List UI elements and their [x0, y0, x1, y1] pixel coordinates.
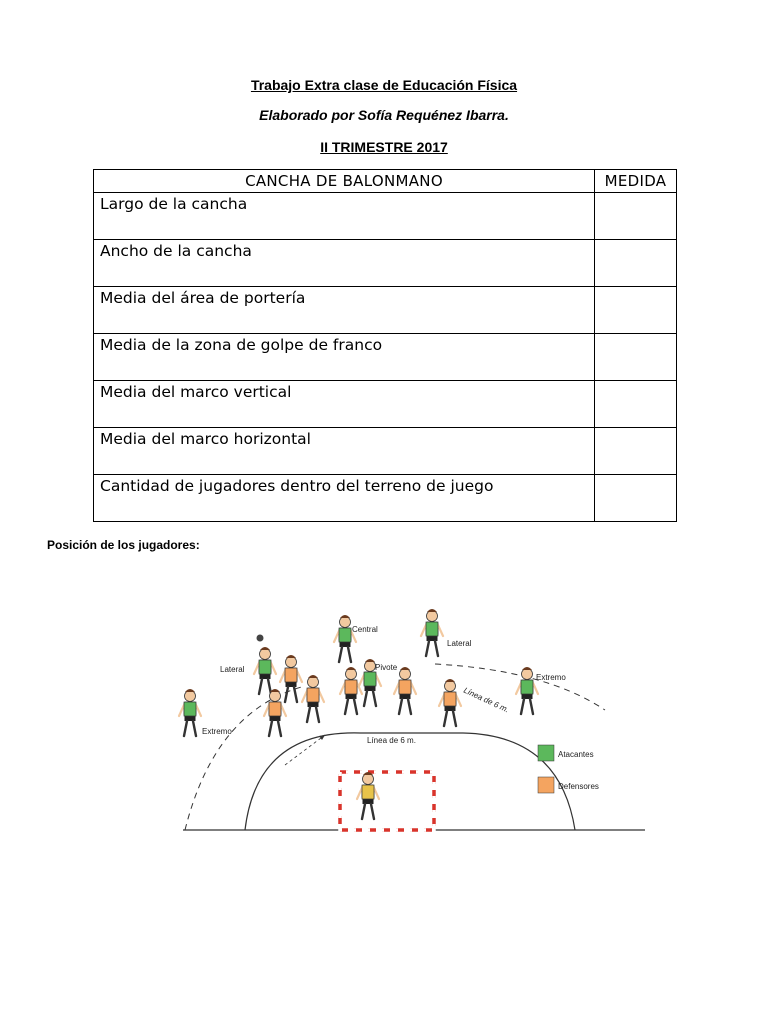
document-title: Trabajo Extra clase de Educación Física: [250, 77, 518, 93]
row-label: Media del área de portería: [94, 287, 595, 334]
attacker-lateral-right: [421, 609, 443, 656]
table-row: [94, 287, 677, 334]
attacker-central: [334, 615, 356, 662]
row-measure-cell: [595, 475, 677, 522]
column-header-measure: MEDIDA: [595, 170, 677, 193]
legend-defenders-swatch: [538, 777, 554, 793]
row-label: Cantidad de jugadores dentro del terreno de juego: [94, 475, 595, 522]
legend-attackers-label: Atacantes: [558, 750, 594, 759]
row-label: Ancho de la cancha: [94, 240, 595, 287]
table-header-row: [94, 170, 677, 193]
document-term: II TRIMESTRE 2017: [320, 139, 448, 155]
row-measure-cell: [595, 193, 677, 240]
nine-meter-line-left: [185, 686, 305, 830]
row-label: Media del marco horizontal: [94, 428, 595, 475]
label-lateral-right: Lateral: [447, 639, 472, 648]
table-row: [94, 381, 677, 428]
label-central: Central: [352, 625, 378, 634]
movement-arrow: [285, 735, 325, 765]
attacker-lateral-left: [254, 647, 276, 694]
defender-players: [264, 655, 461, 736]
row-measure-cell: [595, 381, 677, 428]
label-line-6m-curve: Línea de 6 m.: [462, 685, 511, 715]
row-label: Largo de la cancha: [94, 193, 595, 240]
label-extremo-left: Extremo: [202, 727, 232, 736]
label-line-6m: Línea de 6 m.: [367, 736, 416, 745]
row-label: Media de la zona de golpe de franco: [94, 334, 595, 381]
table-row: [94, 475, 677, 522]
six-meter-line: [245, 733, 575, 830]
table-row: [94, 240, 677, 287]
table-row: [94, 428, 677, 475]
row-measure-cell: [595, 334, 677, 381]
row-measure-cell: [595, 428, 677, 475]
goal-frame: [340, 772, 434, 830]
label-pivote: Pivote: [375, 663, 398, 672]
table-row: [94, 334, 677, 381]
label-extremo-right: Extremo: [536, 673, 566, 682]
document-author: Elaborado por Sofía Requénez Ibarra.: [259, 107, 509, 123]
legend-attackers-swatch: [538, 745, 554, 761]
attacker-extremo-right: [516, 667, 538, 714]
table-row: [94, 193, 677, 240]
diagram-legend: [538, 745, 599, 793]
row-measure-cell: [595, 240, 677, 287]
row-measure-cell: [595, 287, 677, 334]
legend-defenders-label: Defensores: [558, 782, 599, 791]
players-section-title: Posición de los jugadores:: [47, 538, 200, 552]
court-measures-table: [93, 169, 677, 522]
handball-court-diagram: [145, 600, 665, 850]
row-label: Media del marco vertical: [94, 381, 595, 428]
column-header-court: CANCHA DE BALONMANO: [94, 170, 595, 193]
attacker-extremo-left: [179, 689, 201, 736]
goalkeeper-figure: [357, 772, 379, 819]
label-lateral-left: Lateral: [220, 665, 245, 674]
ball-icon: [257, 635, 264, 642]
